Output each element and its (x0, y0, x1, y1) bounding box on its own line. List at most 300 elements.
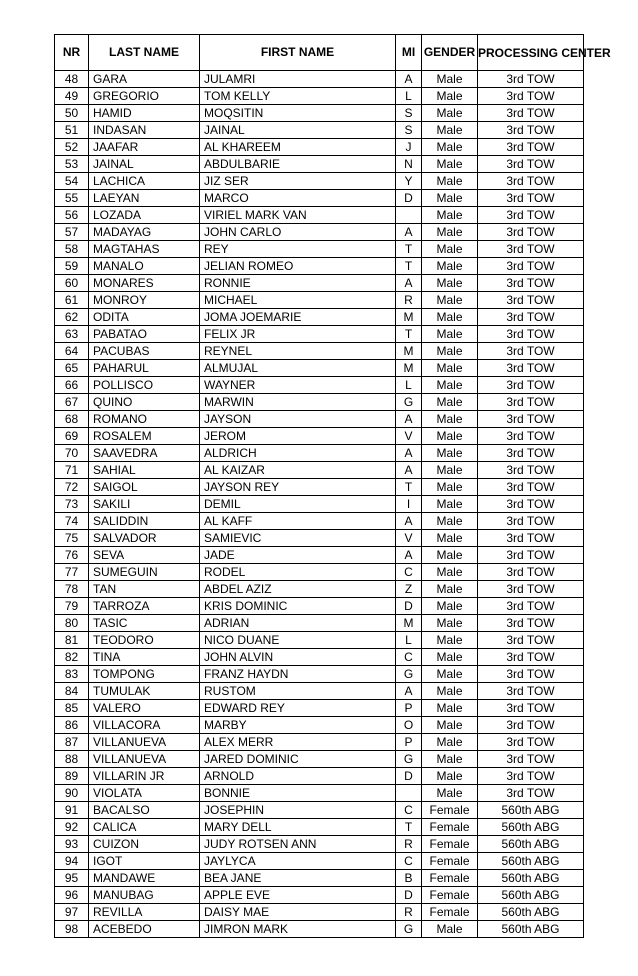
cell-last-name: ROSALEM (89, 428, 200, 445)
cell-first-name: MARCO (200, 190, 396, 207)
cell-mi: R (396, 904, 422, 921)
cell-nr: 70 (55, 445, 89, 462)
cell-gender: Male (422, 649, 478, 666)
cell-last-name: SAHIAL (89, 462, 200, 479)
cell-first-name: DAISY MAE (200, 904, 396, 921)
cell-last-name: VILLARIN JR (89, 768, 200, 785)
table-row (55, 394, 584, 411)
cell-processing-center: 3rd TOW (478, 530, 584, 547)
cell-mi: C (396, 853, 422, 870)
cell-nr: 76 (55, 547, 89, 564)
cell-last-name: IGOT (89, 853, 200, 870)
table-row (55, 105, 584, 122)
cell-last-name: TASIC (89, 615, 200, 632)
cell-last-name: VILLANUEVA (89, 734, 200, 751)
cell-nr: 65 (55, 360, 89, 377)
cell-mi: T (396, 326, 422, 343)
cell-first-name: JOMA JOEMARIE (200, 309, 396, 326)
cell-nr: 63 (55, 326, 89, 343)
cell-first-name: ADRIAN (200, 615, 396, 632)
cell-gender: Female (422, 819, 478, 836)
cell-first-name: JULAMRI (200, 71, 396, 88)
cell-last-name: MAGTAHAS (89, 241, 200, 258)
cell-gender: Male (422, 292, 478, 309)
cell-last-name: JAINAL (89, 156, 200, 173)
cell-processing-center: 3rd TOW (478, 428, 584, 445)
cell-processing-center: 560th ABG (478, 870, 584, 887)
cell-last-name: TAN (89, 581, 200, 598)
cell-first-name: AL KAIZAR (200, 462, 396, 479)
cell-last-name: GARA (89, 71, 200, 88)
cell-last-name: SAKILI (89, 496, 200, 513)
cell-last-name: MANDAWE (89, 870, 200, 887)
cell-nr: 94 (55, 853, 89, 870)
cell-last-name: JAAFAR (89, 139, 200, 156)
cell-nr: 92 (55, 819, 89, 836)
cell-mi: L (396, 632, 422, 649)
cell-mi: M (396, 309, 422, 326)
cell-gender: Male (422, 241, 478, 258)
cell-last-name: PACUBAS (89, 343, 200, 360)
cell-processing-center: 3rd TOW (478, 598, 584, 615)
cell-nr: 81 (55, 632, 89, 649)
cell-last-name: MONROY (89, 292, 200, 309)
cell-last-name: TINA (89, 649, 200, 666)
cell-first-name: JIMRON MARK (200, 921, 396, 938)
cell-first-name: MOQSITIN (200, 105, 396, 122)
cell-gender: Male (422, 700, 478, 717)
cell-first-name: JAYSON (200, 411, 396, 428)
cell-nr: 79 (55, 598, 89, 615)
cell-mi: O (396, 717, 422, 734)
cell-gender: Male (422, 513, 478, 530)
table-row (55, 921, 584, 938)
cell-last-name: SALIDDIN (89, 513, 200, 530)
table-body (55, 71, 584, 938)
cell-mi: L (396, 377, 422, 394)
cell-gender: Male (422, 326, 478, 343)
cell-first-name: ABDEL AZIZ (200, 581, 396, 598)
cell-nr: 78 (55, 581, 89, 598)
table-row (55, 479, 584, 496)
cell-processing-center: 3rd TOW (478, 666, 584, 683)
table-row (55, 71, 584, 88)
cell-gender: Male (422, 666, 478, 683)
cell-last-name: PAHARUL (89, 360, 200, 377)
table-row (55, 717, 584, 734)
cell-processing-center: 560th ABG (478, 819, 584, 836)
cell-processing-center: 3rd TOW (478, 88, 584, 105)
cell-processing-center: 3rd TOW (478, 632, 584, 649)
cell-gender: Male (422, 598, 478, 615)
cell-gender: Male (422, 479, 478, 496)
cell-last-name: TARROZA (89, 598, 200, 615)
cell-nr: 59 (55, 258, 89, 275)
cell-processing-center: 3rd TOW (478, 581, 584, 598)
cell-last-name: MANUBAG (89, 887, 200, 904)
cell-mi: A (396, 71, 422, 88)
cell-last-name: POLLISCO (89, 377, 200, 394)
cell-mi: T (396, 479, 422, 496)
cell-nr: 69 (55, 428, 89, 445)
table-row (55, 768, 584, 785)
table-row (55, 156, 584, 173)
cell-mi: B (396, 870, 422, 887)
cell-mi: I (396, 496, 422, 513)
cell-first-name: AL KHAREEM (200, 139, 396, 156)
cell-mi: R (396, 836, 422, 853)
cell-first-name: RUSTOM (200, 683, 396, 700)
cell-last-name: TEODORO (89, 632, 200, 649)
cell-gender: Male (422, 343, 478, 360)
cell-mi: D (396, 887, 422, 904)
cell-mi: C (396, 564, 422, 581)
cell-processing-center: 3rd TOW (478, 513, 584, 530)
cell-nr: 51 (55, 122, 89, 139)
col-header-gender: GENDER (422, 35, 478, 71)
cell-mi: T (396, 241, 422, 258)
cell-processing-center: 3rd TOW (478, 173, 584, 190)
cell-mi: M (396, 360, 422, 377)
cell-processing-center: 3rd TOW (478, 615, 584, 632)
cell-first-name: JOSEPHIN (200, 802, 396, 819)
cell-gender: Male (422, 496, 478, 513)
cell-nr: 98 (55, 921, 89, 938)
cell-processing-center: 560th ABG (478, 836, 584, 853)
col-header-last-name: LAST NAME (89, 35, 200, 71)
cell-gender: Male (422, 377, 478, 394)
cell-mi: T (396, 819, 422, 836)
cell-gender: Male (422, 632, 478, 649)
cell-mi: G (396, 921, 422, 938)
cell-first-name: ALEX MERR (200, 734, 396, 751)
cell-mi: A (396, 275, 422, 292)
cell-processing-center: 3rd TOW (478, 445, 584, 462)
table-row (55, 870, 584, 887)
cell-gender: Male (422, 105, 478, 122)
cell-first-name: JAYLYCA (200, 853, 396, 870)
cell-first-name: ARNOLD (200, 768, 396, 785)
cell-nr: 84 (55, 683, 89, 700)
cell-mi: G (396, 751, 422, 768)
cell-last-name: ACEBEDO (89, 921, 200, 938)
cell-mi: G (396, 666, 422, 683)
cell-first-name: REY (200, 241, 396, 258)
cell-nr: 82 (55, 649, 89, 666)
table-row (55, 190, 584, 207)
cell-last-name: LACHICA (89, 173, 200, 190)
cell-last-name: SEVA (89, 547, 200, 564)
cell-nr: 72 (55, 479, 89, 496)
cell-processing-center: 3rd TOW (478, 462, 584, 479)
cell-mi: C (396, 649, 422, 666)
cell-gender: Male (422, 207, 478, 224)
cell-nr: 67 (55, 394, 89, 411)
cell-processing-center: 3rd TOW (478, 105, 584, 122)
cell-last-name: REVILLA (89, 904, 200, 921)
cell-first-name: MARBY (200, 717, 396, 734)
cell-first-name: MARWIN (200, 394, 396, 411)
cell-processing-center: 3rd TOW (478, 241, 584, 258)
cell-nr: 48 (55, 71, 89, 88)
cell-nr: 83 (55, 666, 89, 683)
cell-first-name: MARY DELL (200, 819, 396, 836)
cell-processing-center: 3rd TOW (478, 292, 584, 309)
cell-last-name: SALVADOR (89, 530, 200, 547)
cell-last-name: VIOLATA (89, 785, 200, 802)
cell-gender: Female (422, 802, 478, 819)
cell-first-name: ALMUJAL (200, 360, 396, 377)
table-row (55, 88, 584, 105)
cell-gender: Male (422, 581, 478, 598)
cell-first-name: JOHN ALVIN (200, 649, 396, 666)
cell-nr: 90 (55, 785, 89, 802)
cell-nr: 61 (55, 292, 89, 309)
cell-mi: V (396, 530, 422, 547)
table-row (55, 547, 584, 564)
cell-mi: A (396, 445, 422, 462)
cell-gender: Male (422, 428, 478, 445)
cell-processing-center: 3rd TOW (478, 479, 584, 496)
cell-gender: Male (422, 785, 478, 802)
cell-mi: P (396, 700, 422, 717)
col-header-first-name: FIRST NAME (200, 35, 396, 71)
table-row (55, 802, 584, 819)
cell-gender: Male (422, 683, 478, 700)
cell-first-name: BONNIE (200, 785, 396, 802)
cell-last-name: MONARES (89, 275, 200, 292)
cell-gender: Female (422, 836, 478, 853)
cell-processing-center: 3rd TOW (478, 751, 584, 768)
cell-processing-center: 3rd TOW (478, 122, 584, 139)
cell-gender: Male (422, 530, 478, 547)
cell-mi: T (396, 258, 422, 275)
cell-first-name: VIRIEL MARK VAN (200, 207, 396, 224)
cell-gender: Male (422, 360, 478, 377)
cell-gender: Male (422, 751, 478, 768)
cell-mi: L (396, 88, 422, 105)
cell-nr: 87 (55, 734, 89, 751)
table-row (55, 836, 584, 853)
cell-processing-center: 3rd TOW (478, 394, 584, 411)
cell-first-name: SAMIEVIC (200, 530, 396, 547)
cell-gender: Female (422, 870, 478, 887)
cell-gender: Male (422, 173, 478, 190)
cell-gender: Male (422, 190, 478, 207)
table-row (55, 904, 584, 921)
table-row (55, 462, 584, 479)
cell-mi: A (396, 547, 422, 564)
table-row (55, 343, 584, 360)
table-row (55, 292, 584, 309)
table-row (55, 411, 584, 428)
table-row (55, 700, 584, 717)
table-row (55, 139, 584, 156)
table-row (55, 496, 584, 513)
cell-nr: 66 (55, 377, 89, 394)
cell-first-name: FELIX JR (200, 326, 396, 343)
cell-last-name: QUINO (89, 394, 200, 411)
cell-last-name: TOMPONG (89, 666, 200, 683)
cell-mi: A (396, 411, 422, 428)
cell-first-name: JUDY ROTSEN ANN (200, 836, 396, 853)
cell-first-name: AL KAFF (200, 513, 396, 530)
table-row (55, 683, 584, 700)
cell-mi: S (396, 122, 422, 139)
cell-last-name: MANALO (89, 258, 200, 275)
cell-nr: 55 (55, 190, 89, 207)
cell-processing-center: 3rd TOW (478, 207, 584, 224)
cell-gender: Male (422, 615, 478, 632)
cell-gender: Male (422, 547, 478, 564)
table-row (55, 122, 584, 139)
cell-nr: 58 (55, 241, 89, 258)
cell-first-name: MICHAEL (200, 292, 396, 309)
cell-first-name: WAYNER (200, 377, 396, 394)
cell-nr: 75 (55, 530, 89, 547)
cell-gender: Male (422, 462, 478, 479)
table-row (55, 564, 584, 581)
table-row (55, 207, 584, 224)
cell-gender: Male (422, 445, 478, 462)
table-row (55, 224, 584, 241)
cell-mi: M (396, 615, 422, 632)
cell-mi: A (396, 513, 422, 530)
cell-processing-center: 3rd TOW (478, 343, 584, 360)
cell-processing-center: 3rd TOW (478, 156, 584, 173)
cell-first-name: REYNEL (200, 343, 396, 360)
cell-mi (396, 207, 422, 224)
cell-last-name: HAMID (89, 105, 200, 122)
cell-first-name: ABDULBARIE (200, 156, 396, 173)
cell-last-name: MADAYAG (89, 224, 200, 241)
cell-processing-center: 3rd TOW (478, 71, 584, 88)
table-row (55, 173, 584, 190)
cell-gender: Male (422, 564, 478, 581)
cell-nr: 64 (55, 343, 89, 360)
cell-processing-center: 3rd TOW (478, 224, 584, 241)
cell-gender: Male (422, 122, 478, 139)
cell-last-name: VALERO (89, 700, 200, 717)
cell-first-name: JEROM (200, 428, 396, 445)
cell-processing-center: 3rd TOW (478, 326, 584, 343)
cell-processing-center: 3rd TOW (478, 700, 584, 717)
cell-nr: 96 (55, 887, 89, 904)
table-row (55, 751, 584, 768)
cell-last-name: BACALSO (89, 802, 200, 819)
cell-processing-center: 3rd TOW (478, 649, 584, 666)
cell-nr: 88 (55, 751, 89, 768)
cell-first-name: KRIS DOMINIC (200, 598, 396, 615)
cell-mi (396, 785, 422, 802)
cell-mi: A (396, 683, 422, 700)
table-row (55, 615, 584, 632)
cell-gender: Male (422, 224, 478, 241)
cell-nr: 89 (55, 768, 89, 785)
cell-first-name: JIZ SER (200, 173, 396, 190)
col-header-processing-center: PROCESSING CENTER (478, 35, 584, 71)
table-row (55, 241, 584, 258)
cell-last-name: GREGORIO (89, 88, 200, 105)
cell-mi: A (396, 462, 422, 479)
table-row (55, 513, 584, 530)
table-row (55, 530, 584, 547)
cell-last-name: PABATAO (89, 326, 200, 343)
cell-mi: N (396, 156, 422, 173)
cell-first-name: JOHN CARLO (200, 224, 396, 241)
cell-nr: 71 (55, 462, 89, 479)
cell-last-name: SAAVEDRA (89, 445, 200, 462)
table-row (55, 632, 584, 649)
cell-nr: 57 (55, 224, 89, 241)
cell-last-name: LAEYAN (89, 190, 200, 207)
table-row (55, 853, 584, 870)
cell-gender: Male (422, 921, 478, 938)
cell-nr: 93 (55, 836, 89, 853)
table-row (55, 377, 584, 394)
cell-gender: Male (422, 734, 478, 751)
cell-mi: P (396, 734, 422, 751)
cell-mi: Y (396, 173, 422, 190)
cell-mi: D (396, 190, 422, 207)
cell-nr: 97 (55, 904, 89, 921)
cell-processing-center: 3rd TOW (478, 717, 584, 734)
cell-processing-center: 3rd TOW (478, 139, 584, 156)
cell-last-name: SAIGOL (89, 479, 200, 496)
table-row (55, 309, 584, 326)
cell-gender: Male (422, 717, 478, 734)
cell-nr: 85 (55, 700, 89, 717)
cell-first-name: JAYSON REY (200, 479, 396, 496)
table-row (55, 275, 584, 292)
cell-first-name: DEMIL (200, 496, 396, 513)
cell-nr: 53 (55, 156, 89, 173)
cell-nr: 52 (55, 139, 89, 156)
cell-processing-center: 560th ABG (478, 887, 584, 904)
cell-gender: Male (422, 156, 478, 173)
cell-nr: 73 (55, 496, 89, 513)
cell-mi: D (396, 768, 422, 785)
table-row (55, 326, 584, 343)
cell-processing-center: 3rd TOW (478, 564, 584, 581)
table-row (55, 598, 584, 615)
cell-first-name: JADE (200, 547, 396, 564)
cell-processing-center: 560th ABG (478, 853, 584, 870)
cell-last-name: SUMEGUIN (89, 564, 200, 581)
table-row (55, 581, 584, 598)
cell-first-name: APPLE EVE (200, 887, 396, 904)
cell-processing-center: 3rd TOW (478, 768, 584, 785)
cell-processing-center: 3rd TOW (478, 683, 584, 700)
cell-nr: 95 (55, 870, 89, 887)
cell-processing-center: 3rd TOW (478, 309, 584, 326)
cell-mi: A (396, 224, 422, 241)
cell-last-name: CUIZON (89, 836, 200, 853)
cell-gender: Male (422, 394, 478, 411)
table-row (55, 258, 584, 275)
cell-processing-center: 3rd TOW (478, 496, 584, 513)
cell-mi: V (396, 428, 422, 445)
cell-gender: Male (422, 411, 478, 428)
cell-last-name: TUMULAK (89, 683, 200, 700)
table-row (55, 887, 584, 904)
roster-document (54, 34, 611, 938)
cell-nr: 77 (55, 564, 89, 581)
table-row (55, 734, 584, 751)
cell-first-name: EDWARD REY (200, 700, 396, 717)
cell-mi: J (396, 139, 422, 156)
cell-first-name: RODEL (200, 564, 396, 581)
